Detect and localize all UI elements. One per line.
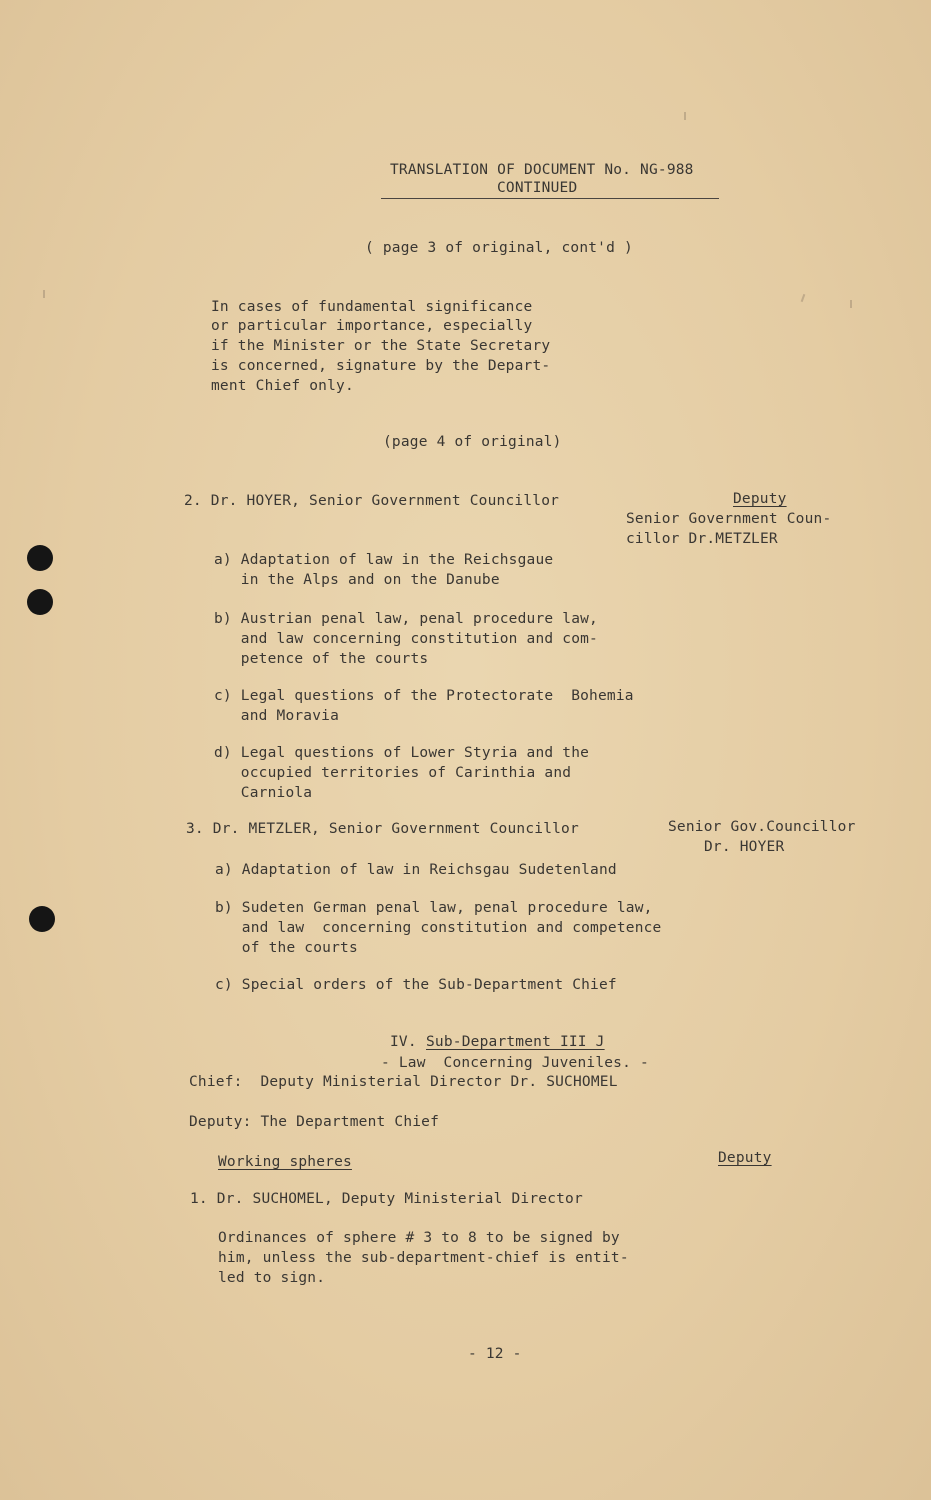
intro-line: is concerned, signature by the Depart- [211, 358, 551, 374]
section-4-item-1-line: led to sign. [218, 1270, 326, 1286]
intro-line: if the Minister or the State Secretary [211, 338, 551, 354]
section-4-item-1-heading: 1. Dr. SUCHOMEL, Deputy Ministerial Director [190, 1191, 583, 1207]
section-4-chief: Chief: Deputy Ministerial Director Dr. SUCHOMEL [189, 1074, 618, 1090]
section-4-subtitle: - Law Concerning Juveniles. - [381, 1055, 649, 1071]
working-spheres-heading: Working spheres [218, 1154, 352, 1170]
section-4-title: Sub-Department III J [426, 1034, 605, 1050]
section-4-item-1-line: him, unless the sub-department-chief is entit- [218, 1250, 629, 1266]
section-4-item-1-line: Ordinances of sphere # 3 to 8 to be signed by [218, 1230, 620, 1246]
item-3-deputy: Senior Gov.Councillor [668, 819, 856, 835]
item-3b: b) Sudeten German penal law, penal procedure law, [215, 900, 653, 916]
item-2a: a) Adaptation of law in the Reichsgaue [214, 552, 554, 568]
punch-hole-1 [27, 545, 53, 571]
document-title: TRANSLATION OF DOCUMENT No. NG-988 [390, 162, 694, 178]
item-3-deputy: Dr. HOYER [704, 839, 785, 855]
header-rule [381, 198, 719, 199]
item-2d: Carniola [214, 785, 313, 801]
item-2d: occupied territories of Carinthia and [214, 765, 572, 781]
paper-speck [684, 112, 686, 120]
punch-hole-3 [29, 906, 55, 932]
page-number: - 12 - [468, 1346, 522, 1362]
section-4-deputy-label: Deputy [718, 1150, 772, 1166]
item-2-deputy: Senior Government Coun- [626, 511, 832, 527]
item-2b: and law concerning constitution and com- [214, 631, 598, 647]
paper-speck [850, 300, 852, 308]
item-3b: of the courts [215, 940, 358, 956]
item-2c: c) Legal questions of the Protectorate Bohemia [214, 688, 634, 704]
intro-line: ment Chief only. [211, 378, 354, 394]
paper-speck [801, 294, 806, 302]
item-2a: in the Alps and on the Danube [214, 572, 500, 588]
section-4-prefix: IV. [390, 1034, 426, 1050]
item-3c: c) Special orders of the Sub-Department Chief [215, 977, 617, 993]
intro-line: In cases of fundamental significance [211, 299, 533, 315]
intro-line: or particular importance, especially [211, 318, 533, 334]
section-4-deputy: Deputy: The Department Chief [189, 1114, 440, 1130]
document-subtitle: CONTINUED [497, 180, 578, 196]
item-2-deputy-label: Deputy [733, 491, 787, 507]
punch-hole-2 [27, 589, 53, 615]
item-2-heading: 2. Dr. HOYER, Senior Government Councillor [184, 493, 560, 509]
item-2b: b) Austrian penal law, penal procedure law, [214, 611, 598, 627]
item-3b: and law concerning constitution and competence [215, 920, 662, 936]
item-2b: petence of the courts [214, 651, 429, 667]
item-3a: a) Adaptation of law in Reichsgau Sudetenland [215, 862, 617, 878]
paper-speck [43, 290, 45, 298]
page-3-note: ( page 3 of original, cont'd ) [365, 240, 633, 256]
item-2d: d) Legal questions of Lower Styria and the [214, 745, 590, 761]
item-2c: and Moravia [214, 708, 340, 724]
item-3-heading: 3. Dr. METZLER, Senior Government Councillor [186, 821, 579, 837]
page-4-note: (page 4 of original) [383, 434, 562, 450]
item-2-deputy: cillor Dr.METZLER [626, 531, 778, 547]
